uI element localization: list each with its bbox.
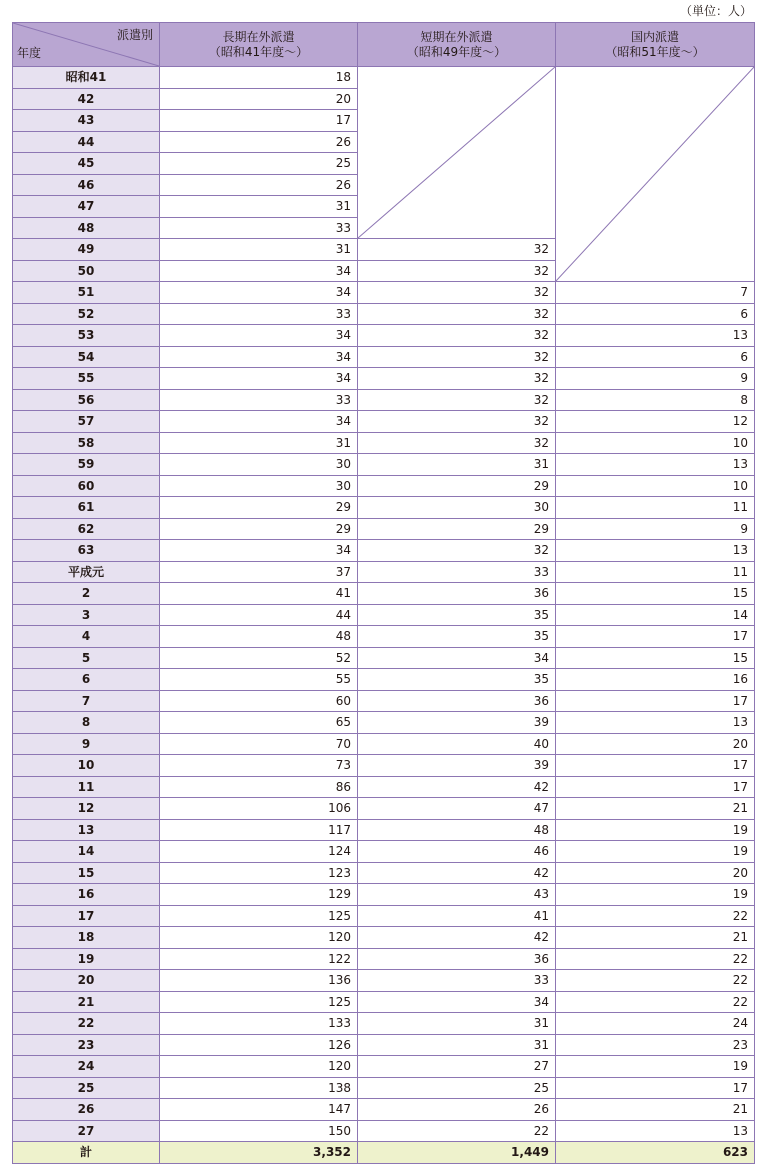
table-row — [13, 798, 755, 820]
short-term-cell: 39 — [358, 755, 556, 777]
table-row — [13, 690, 755, 712]
year-cell: 16 — [13, 884, 160, 906]
table-row — [13, 1013, 755, 1035]
long-term-cell: 125 — [160, 905, 358, 927]
domestic-cell: 19 — [556, 841, 755, 863]
year-cell: 50 — [13, 260, 160, 282]
long-term-cell: 73 — [160, 755, 358, 777]
short-term-not-applicable-cell — [358, 67, 556, 239]
table-row — [13, 733, 755, 755]
long-term-cell: 123 — [160, 862, 358, 884]
long-term-cell: 34 — [160, 260, 358, 282]
year-cell: 3 — [13, 604, 160, 626]
short-term-cell: 32 — [358, 368, 556, 390]
long-term-cell: 136 — [160, 970, 358, 992]
domestic-cell: 22 — [556, 991, 755, 1013]
domestic-cell: 20 — [556, 862, 755, 884]
year-cell: 59 — [13, 454, 160, 476]
long-term-cell: 150 — [160, 1120, 358, 1142]
year-cell: 7 — [13, 690, 160, 712]
table-row — [13, 927, 755, 949]
short-term-cell: 35 — [358, 669, 556, 691]
domestic-cell: 19 — [556, 1056, 755, 1078]
year-cell: 23 — [13, 1034, 160, 1056]
column-header-short-term — [358, 23, 556, 67]
domestic-cell: 19 — [556, 819, 755, 841]
table-row — [13, 669, 755, 691]
year-cell: 14 — [13, 841, 160, 863]
long-term-cell: 26 — [160, 174, 358, 196]
year-cell: 52 — [13, 303, 160, 325]
long-term-cell: 20 — [160, 88, 358, 110]
table-row — [13, 411, 755, 433]
table-row — [13, 712, 755, 734]
short-term-cell: 30 — [358, 497, 556, 519]
year-cell: 19 — [13, 948, 160, 970]
short-term-cell: 41 — [358, 905, 556, 927]
domestic-cell: 7 — [556, 282, 755, 304]
year-cell: 55 — [13, 368, 160, 390]
year-cell: 57 — [13, 411, 160, 433]
long-term-cell: 48 — [160, 626, 358, 648]
short-term-cell: 36 — [358, 583, 556, 605]
domestic-diagonal — [556, 67, 754, 281]
short-term-cell: 32 — [358, 303, 556, 325]
long-term-cell: 125 — [160, 991, 358, 1013]
short-term-cell: 48 — [358, 819, 556, 841]
table-row — [13, 626, 755, 648]
year-cell: 10 — [13, 755, 160, 777]
short-term-cell: 34 — [358, 647, 556, 669]
short-term-cell: 42 — [358, 862, 556, 884]
year-cell: 53 — [13, 325, 160, 347]
table-row — [13, 325, 755, 347]
domestic-cell: 22 — [556, 948, 755, 970]
table-row — [13, 991, 755, 1013]
domestic-cell: 15 — [556, 647, 755, 669]
year-cell: 51 — [13, 282, 160, 304]
long-term-cell: 34 — [160, 346, 358, 368]
domestic-cell: 22 — [556, 970, 755, 992]
short-term-cell: 40 — [358, 733, 556, 755]
domestic-cell: 19 — [556, 884, 755, 906]
total-long-term: 3,352 — [160, 1142, 358, 1164]
year-cell: 48 — [13, 217, 160, 239]
short-term-diagonal — [358, 67, 555, 238]
table-row — [13, 1077, 755, 1099]
table-row — [13, 819, 755, 841]
short-term-cell: 32 — [358, 239, 556, 261]
table-row — [13, 1120, 755, 1142]
column-header-long-term-title: 長期在外派遣 — [222, 29, 295, 44]
year-cell: 44 — [13, 131, 160, 153]
header-row — [13, 23, 755, 67]
long-term-cell: 26 — [160, 131, 358, 153]
long-term-cell: 34 — [160, 325, 358, 347]
short-term-cell: 33 — [358, 970, 556, 992]
domestic-cell: 11 — [556, 561, 755, 583]
unit-label: （単位：人） — [679, 4, 752, 18]
domestic-cell: 11 — [556, 497, 755, 519]
year-cell: 45 — [13, 153, 160, 175]
long-term-cell: 60 — [160, 690, 358, 712]
long-term-cell: 31 — [160, 196, 358, 218]
table-row — [13, 561, 755, 583]
corner-header-cell — [13, 23, 160, 67]
short-term-cell: 25 — [358, 1077, 556, 1099]
domestic-cell: 6 — [556, 303, 755, 325]
short-term-cell: 26 — [358, 1099, 556, 1121]
year-cell: 昭和41 — [13, 67, 160, 89]
column-header-short-term-since: （昭和49年度〜） — [406, 44, 507, 59]
short-term-cell: 31 — [358, 1034, 556, 1056]
domestic-cell: 13 — [556, 325, 755, 347]
long-term-cell: 33 — [160, 389, 358, 411]
table-row — [13, 1034, 755, 1056]
short-term-cell: 42 — [358, 776, 556, 798]
table-row — [13, 497, 755, 519]
year-cell: 58 — [13, 432, 160, 454]
year-cell: 平成元 — [13, 561, 160, 583]
corner-header-dispatch-type: 派遣別 — [116, 28, 153, 42]
year-cell: 62 — [13, 518, 160, 540]
dispatch-table — [12, 22, 755, 1164]
year-cell: 5 — [13, 647, 160, 669]
long-term-cell: 31 — [160, 239, 358, 261]
short-term-cell: 43 — [358, 884, 556, 906]
short-term-cell: 42 — [358, 927, 556, 949]
domestic-cell: 8 — [556, 389, 755, 411]
table-row — [13, 303, 755, 325]
domestic-cell: 23 — [556, 1034, 755, 1056]
long-term-cell: 86 — [160, 776, 358, 798]
long-term-cell: 44 — [160, 604, 358, 626]
table-row — [13, 454, 755, 476]
long-term-cell: 70 — [160, 733, 358, 755]
long-term-cell: 37 — [160, 561, 358, 583]
domestic-cell: 21 — [556, 798, 755, 820]
long-term-cell: 31 — [160, 432, 358, 454]
domestic-cell: 13 — [556, 540, 755, 562]
table-row — [13, 970, 755, 992]
year-cell: 8 — [13, 712, 160, 734]
domestic-cell: 14 — [556, 604, 755, 626]
year-cell: 13 — [13, 819, 160, 841]
total-label: 計 — [13, 1142, 160, 1164]
short-term-cell: 36 — [358, 690, 556, 712]
domestic-cell: 17 — [556, 626, 755, 648]
domestic-cell: 21 — [556, 927, 755, 949]
column-header-long-term — [160, 23, 358, 67]
year-cell: 61 — [13, 497, 160, 519]
long-term-cell: 120 — [160, 1056, 358, 1078]
total-domestic: 623 — [556, 1142, 755, 1164]
domestic-cell: 12 — [556, 411, 755, 433]
year-cell: 60 — [13, 475, 160, 497]
year-cell: 22 — [13, 1013, 160, 1035]
domestic-cell: 17 — [556, 755, 755, 777]
long-term-cell: 34 — [160, 368, 358, 390]
column-header-short-term-title: 短期在外派遣 — [420, 29, 493, 44]
long-term-cell: 52 — [160, 647, 358, 669]
year-cell: 11 — [13, 776, 160, 798]
domestic-cell: 16 — [556, 669, 755, 691]
year-cell: 43 — [13, 110, 160, 132]
domestic-cell: 10 — [556, 432, 755, 454]
long-term-cell: 41 — [160, 583, 358, 605]
table-row — [13, 540, 755, 562]
table-row — [13, 841, 755, 863]
table-row — [13, 755, 755, 777]
year-cell: 12 — [13, 798, 160, 820]
long-term-cell: 65 — [160, 712, 358, 734]
year-cell: 27 — [13, 1120, 160, 1142]
total-row — [13, 1142, 755, 1164]
long-term-cell: 34 — [160, 411, 358, 433]
long-term-cell: 122 — [160, 948, 358, 970]
year-cell: 56 — [13, 389, 160, 411]
long-term-cell: 126 — [160, 1034, 358, 1056]
table-row — [13, 647, 755, 669]
short-term-cell: 29 — [358, 475, 556, 497]
table-row — [13, 67, 755, 89]
table-row — [13, 583, 755, 605]
table-row — [13, 1099, 755, 1121]
short-term-cell: 32 — [358, 540, 556, 562]
year-cell: 2 — [13, 583, 160, 605]
long-term-cell: 120 — [160, 927, 358, 949]
year-cell: 49 — [13, 239, 160, 261]
short-term-cell: 32 — [358, 411, 556, 433]
domestic-cell: 20 — [556, 733, 755, 755]
short-term-cell: 32 — [358, 346, 556, 368]
short-term-cell: 31 — [358, 1013, 556, 1035]
short-term-cell: 32 — [358, 260, 556, 282]
column-header-domestic — [556, 23, 755, 67]
domestic-not-applicable-cell — [556, 67, 755, 282]
long-term-cell: 33 — [160, 217, 358, 239]
short-term-cell: 46 — [358, 841, 556, 863]
short-term-cell: 34 — [358, 991, 556, 1013]
short-term-cell: 36 — [358, 948, 556, 970]
long-term-cell: 117 — [160, 819, 358, 841]
table-row — [13, 862, 755, 884]
short-term-cell: 27 — [358, 1056, 556, 1078]
short-term-cell: 32 — [358, 432, 556, 454]
table-row — [13, 776, 755, 798]
domestic-cell: 17 — [556, 1077, 755, 1099]
domestic-cell: 13 — [556, 712, 755, 734]
year-cell: 54 — [13, 346, 160, 368]
long-term-cell: 138 — [160, 1077, 358, 1099]
total-short-term: 1,449 — [358, 1142, 556, 1164]
table-row — [13, 282, 755, 304]
domestic-cell: 6 — [556, 346, 755, 368]
short-term-cell: 32 — [358, 389, 556, 411]
long-term-cell: 55 — [160, 669, 358, 691]
table-row — [13, 432, 755, 454]
table-row — [13, 604, 755, 626]
year-cell: 15 — [13, 862, 160, 884]
year-cell: 6 — [13, 669, 160, 691]
long-term-cell: 25 — [160, 153, 358, 175]
domestic-cell: 22 — [556, 905, 755, 927]
long-term-cell: 133 — [160, 1013, 358, 1035]
table-row — [13, 884, 755, 906]
column-header-long-term-since: （昭和41年度〜） — [208, 44, 309, 59]
short-term-cell: 32 — [358, 282, 556, 304]
long-term-cell: 34 — [160, 282, 358, 304]
domestic-cell: 9 — [556, 368, 755, 390]
long-term-cell: 34 — [160, 540, 358, 562]
year-cell: 26 — [13, 1099, 160, 1121]
year-cell: 63 — [13, 540, 160, 562]
long-term-cell: 124 — [160, 841, 358, 863]
short-term-cell: 29 — [358, 518, 556, 540]
long-term-cell: 106 — [160, 798, 358, 820]
table-row — [13, 475, 755, 497]
column-header-domestic-title: 国内派遣 — [630, 29, 679, 44]
domestic-cell: 13 — [556, 454, 755, 476]
short-term-cell: 47 — [358, 798, 556, 820]
domestic-cell: 24 — [556, 1013, 755, 1035]
year-cell: 21 — [13, 991, 160, 1013]
year-cell: 25 — [13, 1077, 160, 1099]
short-term-cell: 35 — [358, 626, 556, 648]
long-term-cell: 30 — [160, 454, 358, 476]
table-row — [13, 389, 755, 411]
long-term-cell: 33 — [160, 303, 358, 325]
long-term-cell: 29 — [160, 518, 358, 540]
year-cell: 18 — [13, 927, 160, 949]
domestic-cell: 10 — [556, 475, 755, 497]
year-cell: 9 — [13, 733, 160, 755]
domestic-cell: 13 — [556, 1120, 755, 1142]
year-cell: 20 — [13, 970, 160, 992]
year-cell: 46 — [13, 174, 160, 196]
long-term-cell: 18 — [160, 67, 358, 89]
year-cell: 4 — [13, 626, 160, 648]
domestic-cell: 21 — [556, 1099, 755, 1121]
short-term-cell: 33 — [358, 561, 556, 583]
short-term-cell: 39 — [358, 712, 556, 734]
table-row — [13, 905, 755, 927]
domestic-cell: 17 — [556, 776, 755, 798]
table-row — [13, 346, 755, 368]
short-term-cell: 22 — [358, 1120, 556, 1142]
short-term-cell: 35 — [358, 604, 556, 626]
short-term-cell: 31 — [358, 454, 556, 476]
corner-header-year: 年度 — [17, 46, 42, 60]
year-cell: 24 — [13, 1056, 160, 1078]
year-cell: 42 — [13, 88, 160, 110]
table-row — [13, 368, 755, 390]
long-term-cell: 29 — [160, 497, 358, 519]
long-term-cell: 129 — [160, 884, 358, 906]
table-row — [13, 1056, 755, 1078]
long-term-cell: 147 — [160, 1099, 358, 1121]
table-row — [13, 948, 755, 970]
long-term-cell: 17 — [160, 110, 358, 132]
domestic-cell: 9 — [556, 518, 755, 540]
year-cell: 47 — [13, 196, 160, 218]
column-header-domestic-since: （昭和51年度〜） — [605, 44, 705, 59]
long-term-cell: 30 — [160, 475, 358, 497]
domestic-cell: 15 — [556, 583, 755, 605]
short-term-cell: 32 — [358, 325, 556, 347]
domestic-cell: 17 — [556, 690, 755, 712]
table-row — [13, 518, 755, 540]
year-cell: 17 — [13, 905, 160, 927]
